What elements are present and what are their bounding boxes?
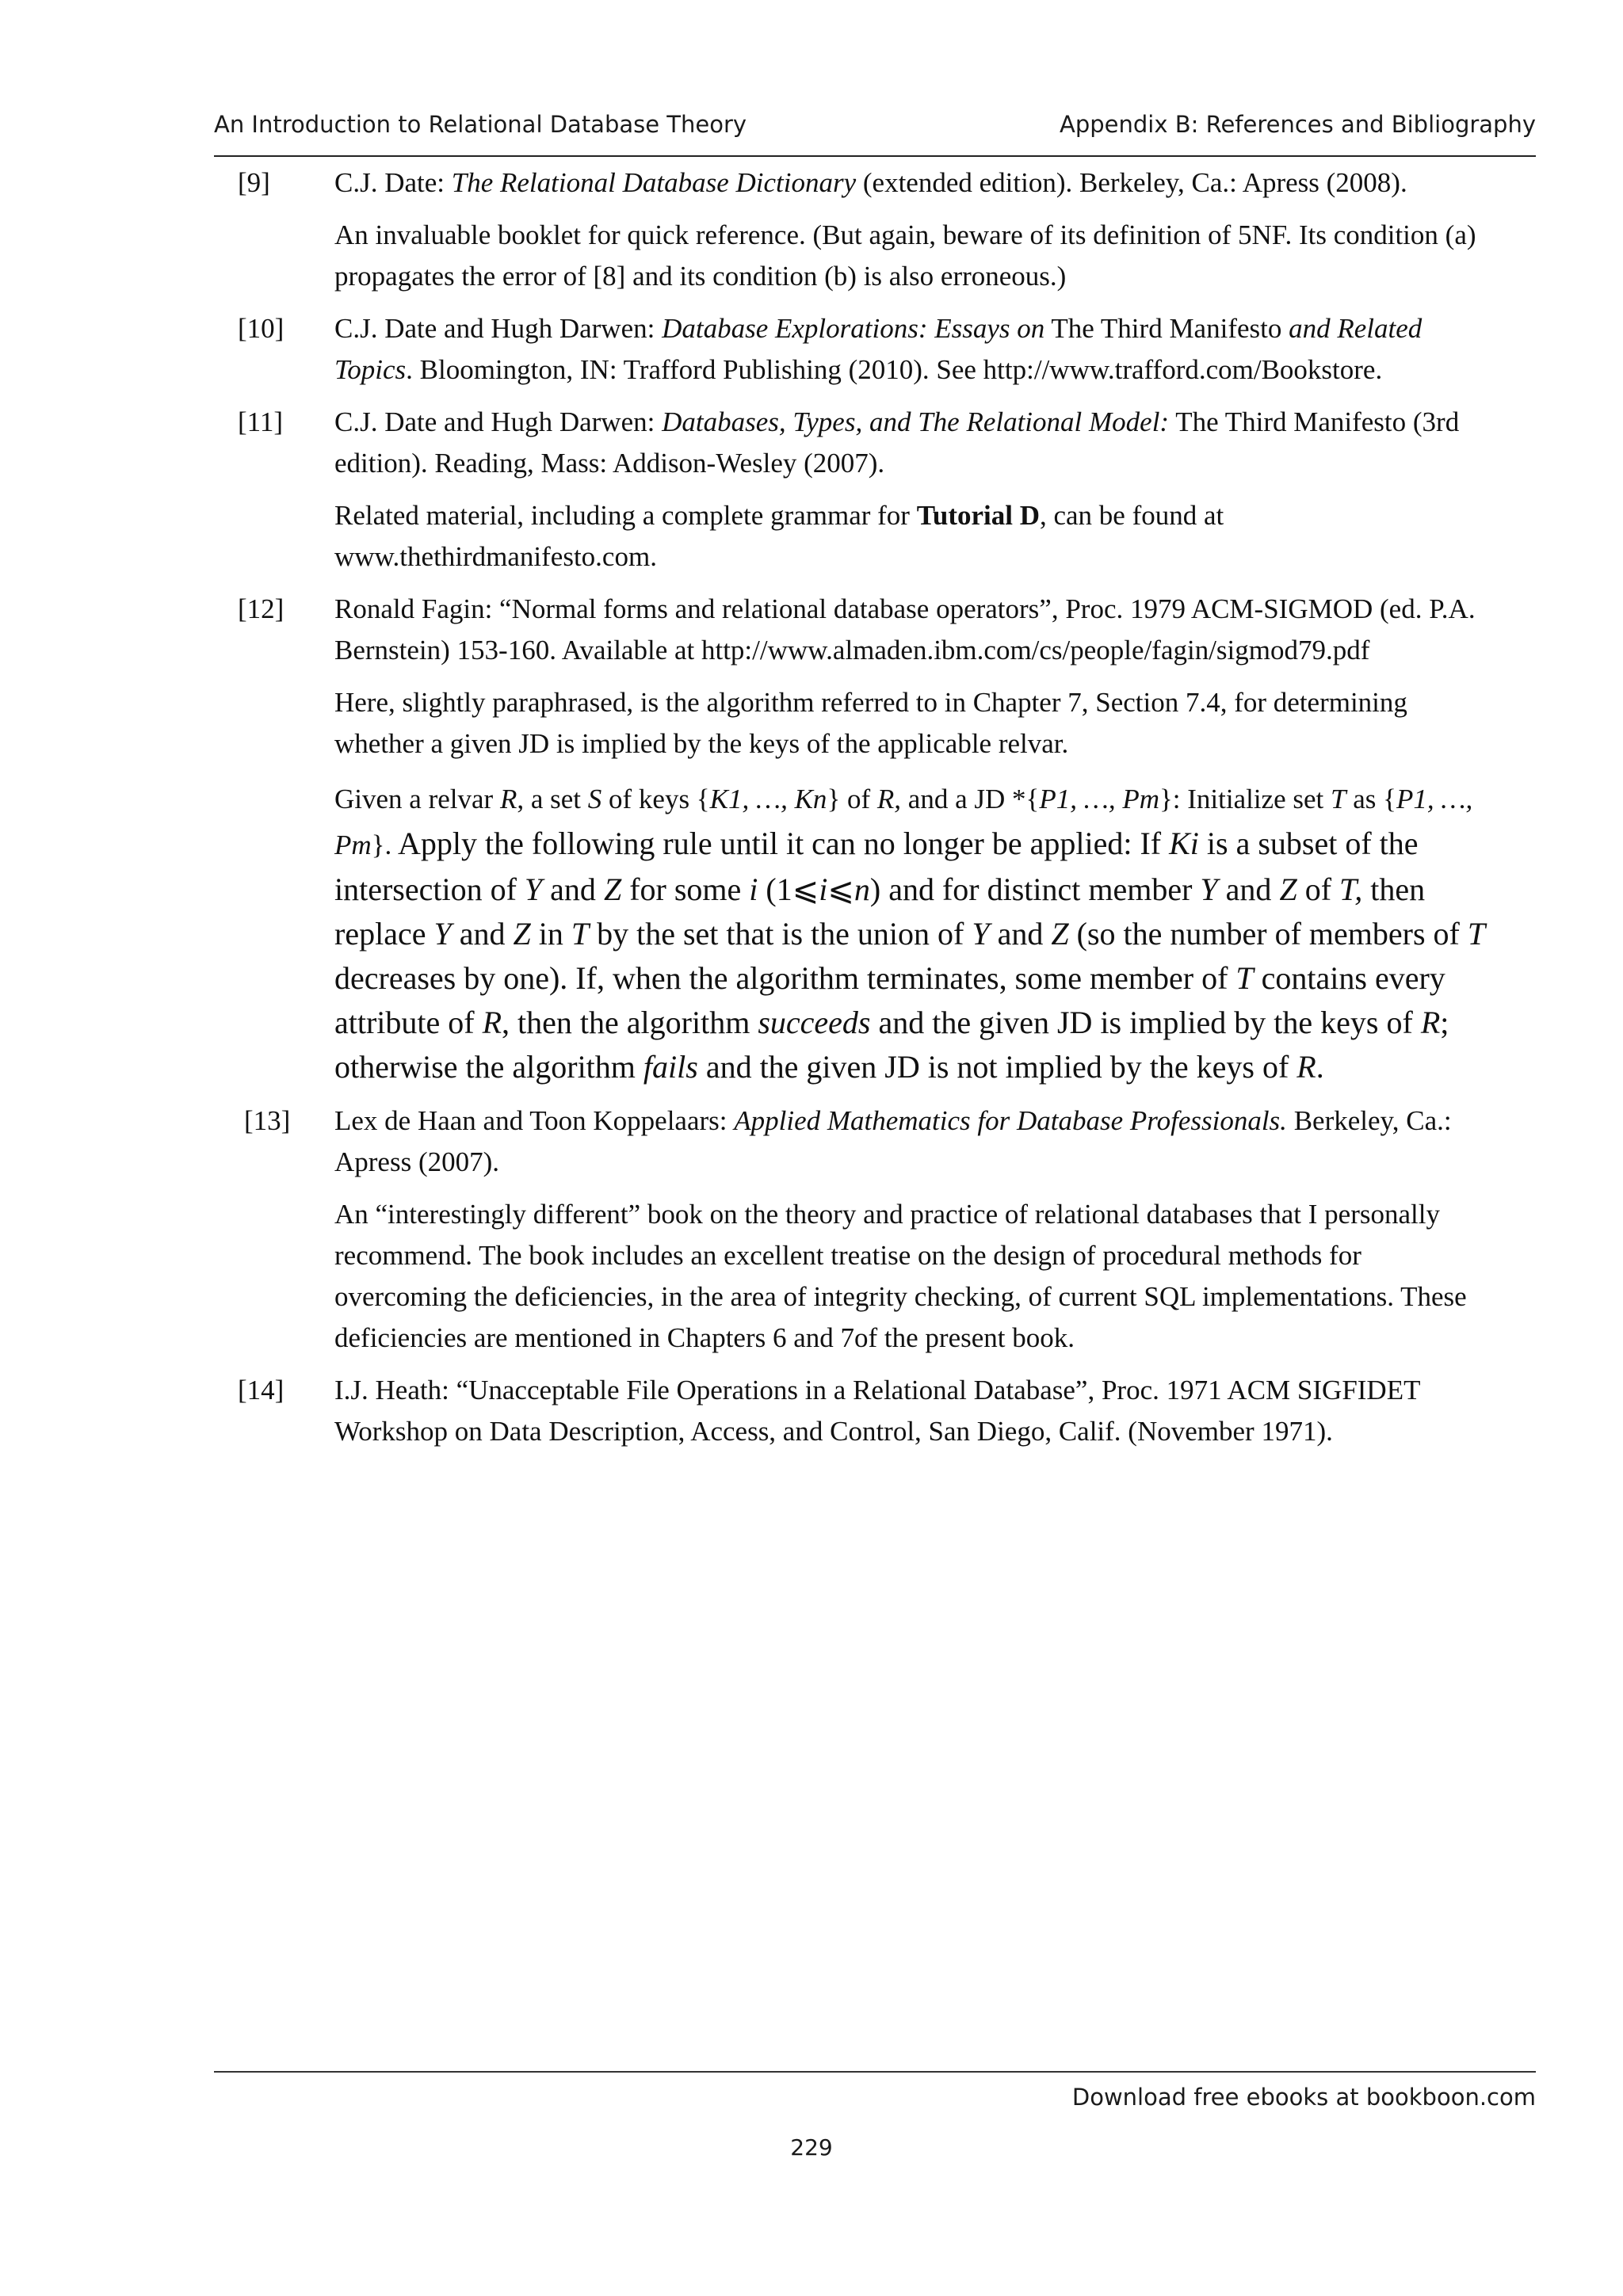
reference-citation: C.J. Date and Hugh Darwen: Database Explorations: Essays on The Third Manifesto and Related Topics. Bloomington, IN: Trafford Publishing (2010). See http://www.trafford.com/Bookstore.	[334, 313, 1423, 385]
reference-annotation: An invaluable booklet for quick reference. (But again, beware of its definition of 5NF. Its condition (a) propagates the error of [8] and its condition (b) is also erroneous.)	[334, 219, 1476, 292]
header-section-title: Appendix B: References and Bibliography	[1059, 111, 1536, 138]
reference-11	[238, 402, 1498, 578]
book-title: Database Explorations: Essays on	[662, 313, 1045, 344]
reference-citation: C.J. Date and Hugh Darwen: Databases, Types, and The Relational Model: The Third Manifesto (3rd edition). Reading, Mass: Addison-Wesley (2007).	[334, 406, 1460, 479]
reference-citation: C.J. Date: The Relational Database Dictionary (extended edition). Berkeley, Ca.: Apress (2008).	[334, 167, 1407, 198]
running-header	[214, 111, 1536, 157]
footer-divider	[214, 2071, 1536, 2073]
reference-number: [11]	[238, 406, 284, 437]
reference-9	[238, 162, 1498, 297]
reference-annotation: An “interestingly different” book on the theory and practice of relational databases that I personally recommend. The book includes an excellent treatise on the design of procedural methods for overcoming the deficiencies, in the area of integrity checking, of current SQL implementations. These deficiencies are mentioned in Chapters 6 and 7of the present book.	[334, 1199, 1467, 1353]
footer-download-link[interactable]: Download free ebooks at bookboon.com	[1071, 2084, 1536, 2111]
book-title: The Relational Database Dictionary	[451, 167, 857, 198]
reference-10	[238, 308, 1498, 391]
reference-number: [13]	[244, 1105, 291, 1136]
algorithm-description: Given a relvar R, a set S of keys {K1, …, Kn} of R, and a JD *{P1, …, Pm}: Initialize set T as {P1, …, Pm}. Apply the following rule until it can no longer be applied: If Ki is a subset of the intersection of Y and Z for some i (1⩽i⩽n) and for distinct member Y and Z of T, then replace Y and Z in T by the set that is the union of Y and Z (so the number of members of T decreases by one). If, when the algorithm terminates, some member of T contains every attribute of R, then the algorithm succeeds and the given JD is implied by the keys of R; otherwise the algorithm fails and the given JD is not implied by the keys of R.	[334, 784, 1486, 1085]
header-book-title: An Introduction to Relational Database Theory	[214, 111, 747, 138]
reference-annotation: Here, slightly paraphrased, is the algorithm referred to in Chapter 7, Section 7.4, for determining whether a given JD is implied by the keys of the applicable relvar.	[334, 687, 1407, 759]
reference-number: [14]	[238, 1375, 285, 1405]
book-title: Applied Mathematics for Database Professionals.	[734, 1105, 1287, 1136]
reference-13	[238, 1100, 1498, 1359]
reference-number: [9]	[238, 167, 270, 198]
reference-number: [12]	[238, 593, 285, 624]
reference-list	[238, 162, 1498, 1463]
reference-citation: I.J. Heath: “Unacceptable File Operations in a Relational Database”, Proc. 1971 ACM SIGFIDET Workshop on Data Description, Access, and Control, San Diego, Calif. (November 1971).	[334, 1375, 1420, 1447]
page-number: 229	[790, 2134, 833, 2161]
reference-14	[238, 1370, 1498, 1452]
reference-12	[238, 589, 1498, 1089]
reference-number: [10]	[238, 313, 285, 344]
book-title: Databases, Types, and The Relational Model:	[662, 406, 1170, 437]
reference-annotation: Related material, including a complete grammar for Tutorial D, can be found at www.thethirdmanifesto.com.	[334, 500, 1224, 572]
reference-citation: Lex de Haan and Toon Koppelaars: Applied Mathematics for Database Professionals. Berkeley, Ca.: Apress (2007).	[334, 1105, 1452, 1177]
reference-citation: Ronald Fagin: “Normal forms and relational database operators”, Proc. 1979 ACM-SIGMOD (ed. P.A. Bernstein) 153-160. Available at http://www.almaden.ibm.com/cs/people/fagin/sigmod79.pdf	[334, 593, 1476, 666]
